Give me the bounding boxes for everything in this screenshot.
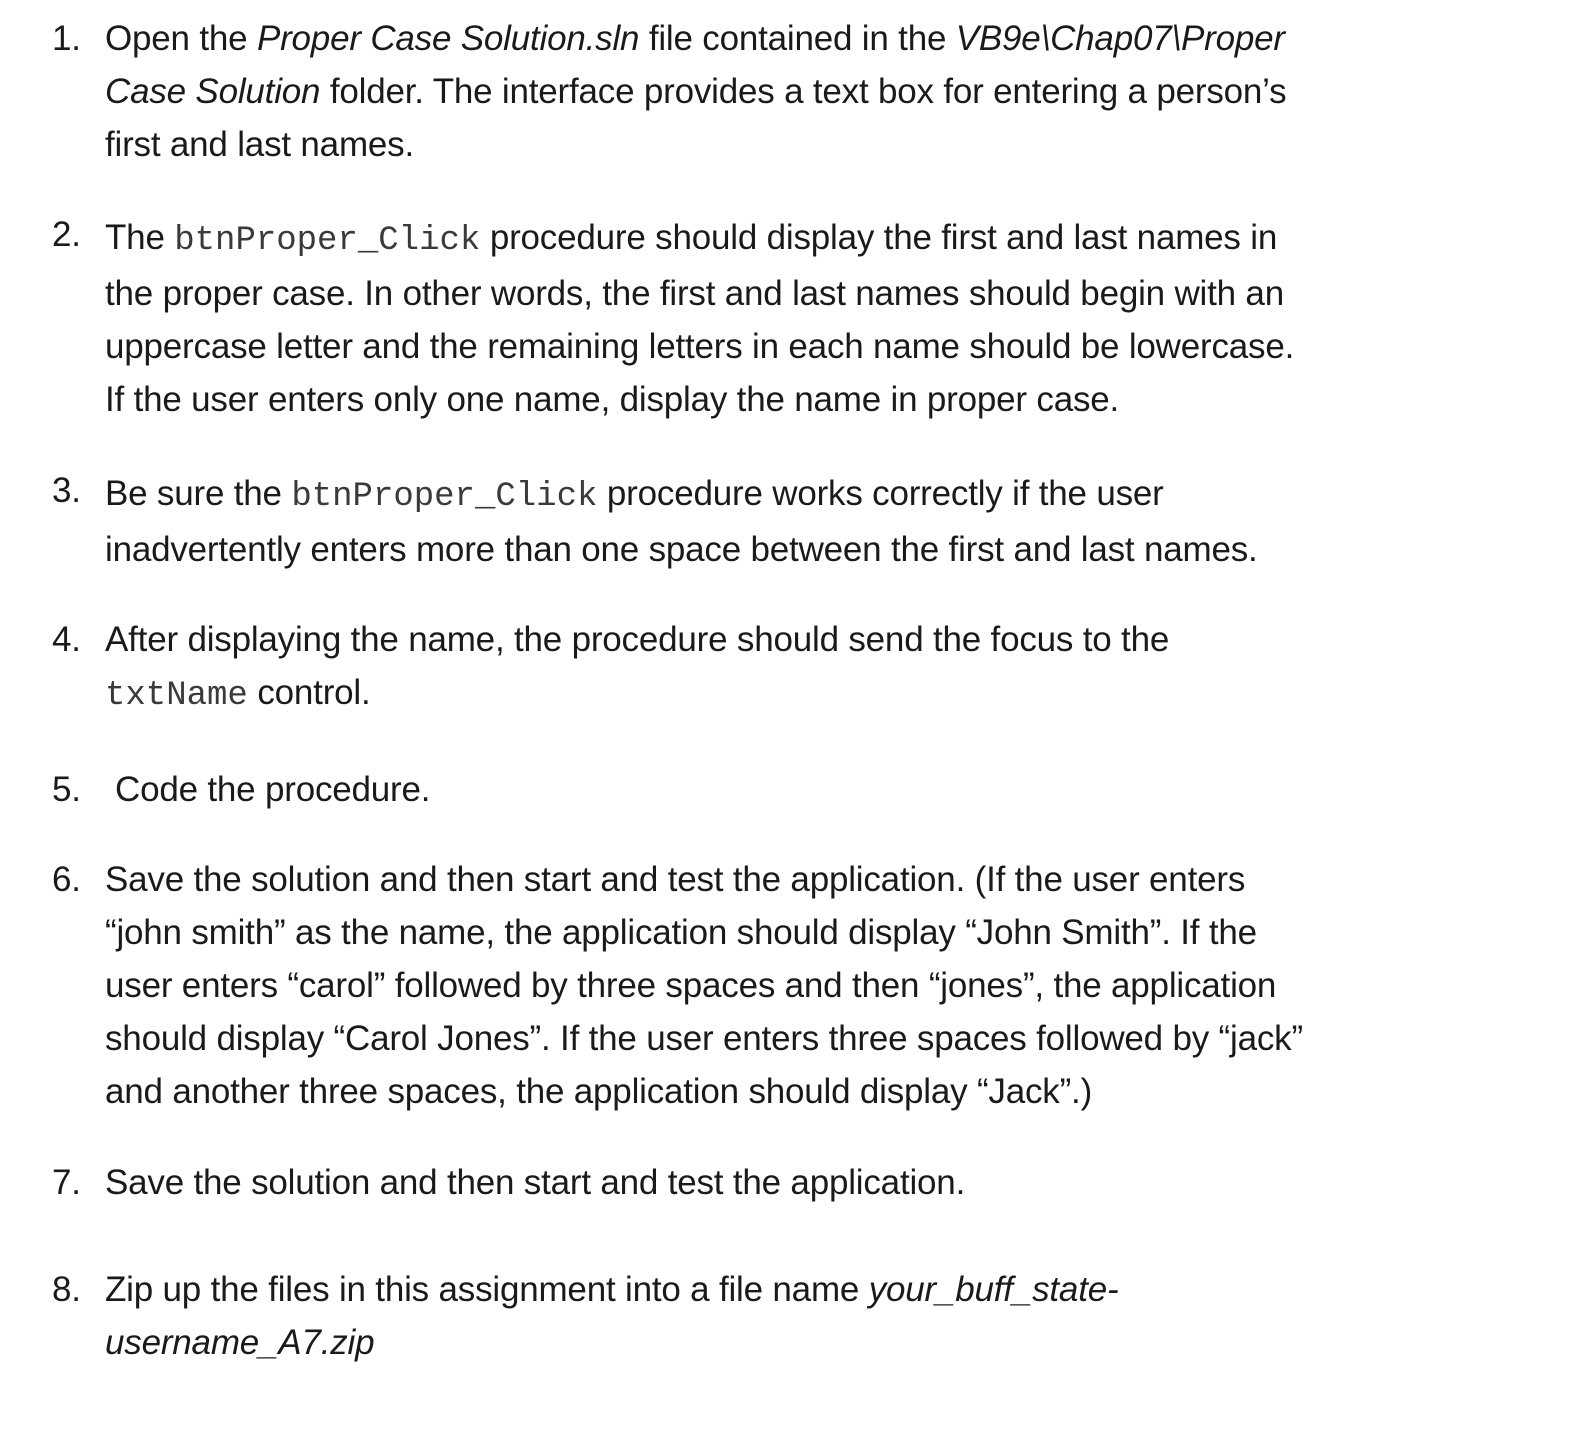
control-name: txtName [105, 677, 248, 715]
step-7 [52, 1156, 1482, 1209]
step-text [105, 1263, 1482, 1369]
folder-path-cont: Case Solution [105, 72, 321, 111]
step-line: txtName control. [105, 673, 371, 715]
step-1 [52, 12, 1482, 171]
step-line: Be sure the btnProper_Click procedure works correctly if the user [105, 474, 1164, 516]
step-line: Save the solution and then start and test the application. [105, 1163, 966, 1202]
step-text [105, 853, 1482, 1118]
step-4 [52, 613, 1482, 723]
step-text [105, 613, 1482, 723]
step-number: 1. [52, 19, 81, 58]
step-line: and another three spaces, the application should display “Jack”.) [105, 1072, 1093, 1111]
step-6 [52, 853, 1482, 1118]
step-text [105, 464, 1482, 576]
step-number: 2. [52, 215, 81, 254]
solution-file-name: Proper Case Solution.sln [256, 19, 640, 58]
step-text [105, 1156, 1482, 1209]
step-8 [52, 1263, 1482, 1369]
procedure-name: btnProper_Click [291, 478, 598, 516]
step-line: should display “Carol Jones”. If the user enters three spaces followed by “jack” [105, 1019, 1303, 1058]
step-line: Open the Proper Case Solution.sln file contained in the VB9e\Chap07\Proper [105, 19, 1285, 58]
step-number: 6. [52, 860, 81, 899]
step-line: The btnProper_Click procedure should display the first and last names in [105, 218, 1278, 260]
step-line: “john smith” as the name, the application should display “John Smith”. If the [105, 913, 1257, 952]
step-number: 4. [52, 620, 81, 659]
step-3 [52, 464, 1482, 576]
step-line: After displaying the name, the procedure should send the focus to the [105, 620, 1170, 659]
zip-file-name: your_buff_state- [868, 1270, 1119, 1309]
step-line: Code the procedure. [115, 770, 431, 809]
step-number: 5. [52, 770, 81, 809]
step-line: uppercase letter and the remaining letters in each name should be lowercase. [105, 327, 1295, 366]
step-line: If the user enters only one name, display the name in proper case. [105, 380, 1120, 419]
step-number: 7. [52, 1163, 81, 1202]
step-line: Case Solution folder. The interface provides a text box for entering a person’s [105, 72, 1287, 111]
step-text [115, 763, 1482, 816]
step-line: Save the solution and then start and test the application. (If the user enters [105, 860, 1246, 899]
step-2 [52, 208, 1482, 426]
step-line: user enters “carol” followed by three spaces and then “jones”, the application [105, 966, 1277, 1005]
step-line: first and last names. [105, 125, 414, 164]
folder-path: VB9e\Chap07\Proper [955, 19, 1285, 58]
step-line: inadvertently enters more than one space between the first and last names. [105, 530, 1258, 569]
step-line: the proper case. In other words, the first and last names should begin with an [105, 274, 1284, 313]
step-text [105, 12, 1482, 171]
step-line [105, 1316, 1482, 1369]
step-line: Zip up the files in this assignment into a file name your_buff_state- [105, 1270, 1119, 1309]
zip-file-name-cont: username_A7.zip [105, 1323, 375, 1362]
step-text [105, 208, 1482, 426]
step-number: 3. [52, 471, 81, 510]
step-5 [52, 763, 1482, 816]
step-number: 8. [52, 1270, 81, 1309]
procedure-name: btnProper_Click [174, 222, 481, 260]
